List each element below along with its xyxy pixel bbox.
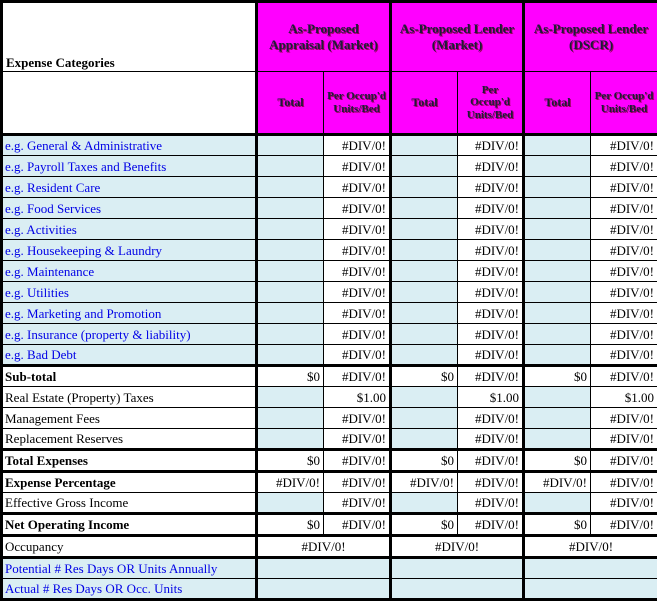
table-row: [2, 558, 657, 579]
cell[interactable]: $1.00: [591, 387, 657, 408]
col-header-per-occupd[interactable]: [591, 72, 657, 135]
cell[interactable]: #DIV/0!: [458, 366, 524, 387]
table-row: [2, 219, 657, 240]
cell[interactable]: [257, 493, 324, 514]
col-header-total[interactable]: Total: [391, 72, 458, 135]
cell[interactable]: [257, 324, 324, 345]
cell[interactable]: [391, 429, 458, 450]
cell[interactable]: [391, 408, 458, 429]
cell[interactable]: [257, 579, 391, 600]
per-occupd-line1: Per Occup'd: [327, 90, 386, 103]
cell[interactable]: [391, 282, 458, 303]
cell[interactable]: #DIV/0!: [591, 156, 657, 177]
sub-header-row: [2, 72, 657, 135]
cell[interactable]: #DIV/0!: [458, 493, 524, 514]
per-occupd-line1: Per Occup'd: [594, 90, 654, 103]
cell[interactable]: $0: [524, 450, 591, 472]
cell[interactable]: [391, 240, 458, 261]
cell[interactable]: #DIV/0!: [524, 536, 657, 558]
cell[interactable]: $0: [524, 514, 591, 536]
col-header-total[interactable]: Total: [257, 72, 324, 135]
row-label[interactable]: e.g. Food Services: [2, 198, 257, 219]
cell[interactable]: [524, 493, 591, 514]
cell[interactable]: $0: [391, 450, 458, 472]
cell[interactable]: #DIV/0!: [524, 472, 591, 493]
cell[interactable]: #DIV/0!: [591, 282, 657, 303]
table-row: [2, 514, 657, 536]
cell[interactable]: [391, 177, 458, 198]
row-label[interactable]: e.g. Resident Care: [2, 177, 257, 198]
row-label[interactable]: Replacement Reserves: [2, 429, 257, 450]
cell[interactable]: [391, 345, 458, 366]
table-row: [2, 240, 657, 261]
cell[interactable]: #DIV/0!: [591, 261, 657, 282]
cell[interactable]: $0: [391, 366, 458, 387]
table-row: [2, 408, 657, 429]
cell[interactable]: #DIV/0!: [391, 472, 458, 493]
cell[interactable]: [524, 156, 591, 177]
cell[interactable]: $0: [391, 514, 458, 536]
cell[interactable]: [391, 324, 458, 345]
row-label[interactable]: e.g. Housekeeping & Laundry: [2, 240, 257, 261]
cell[interactable]: [524, 429, 591, 450]
cell[interactable]: [257, 156, 324, 177]
cell[interactable]: #DIV/0!: [591, 429, 657, 450]
cell[interactable]: #DIV/0!: [324, 135, 391, 156]
row-label[interactable]: e.g. General & Administrative: [2, 135, 257, 156]
cell[interactable]: #DIV/0!: [324, 240, 391, 261]
cell[interactable]: [391, 387, 458, 408]
row-label[interactable]: Net Operating Income: [2, 514, 257, 536]
table-row: [2, 198, 657, 219]
cell[interactable]: [391, 303, 458, 324]
cell[interactable]: #DIV/0!: [324, 198, 391, 219]
cell[interactable]: [257, 345, 324, 366]
cell[interactable]: [524, 282, 591, 303]
cell[interactable]: [257, 408, 324, 429]
cell[interactable]: [391, 156, 458, 177]
cell[interactable]: #DIV/0!: [324, 303, 391, 324]
cell[interactable]: #DIV/0!: [458, 240, 524, 261]
cell[interactable]: #DIV/0!: [458, 198, 524, 219]
cell[interactable]: #DIV/0!: [458, 324, 524, 345]
cell[interactable]: #DIV/0!: [324, 408, 391, 429]
per-occupd-line2: Units/Bed: [461, 109, 519, 122]
cell[interactable]: [524, 579, 657, 600]
table-row: [2, 472, 657, 493]
row-label[interactable]: Occupancy: [2, 536, 257, 558]
table-body: [2, 135, 657, 600]
cell[interactable]: [524, 135, 591, 156]
cell[interactable]: [391, 558, 524, 579]
expense-categories-header[interactable]: Expense Categories: [2, 2, 257, 72]
cell[interactable]: [257, 429, 324, 450]
cell[interactable]: [524, 408, 591, 429]
col-header-per-occupd[interactable]: [324, 72, 391, 135]
cell[interactable]: [391, 261, 458, 282]
cell[interactable]: #DIV/0!: [324, 472, 391, 493]
cell[interactable]: [257, 240, 324, 261]
cell[interactable]: #DIV/0!: [458, 156, 524, 177]
table-row: [2, 282, 657, 303]
cell[interactable]: $0: [524, 366, 591, 387]
cell[interactable]: #DIV/0!: [458, 514, 524, 536]
col-header-total[interactable]: Total: [524, 72, 591, 135]
cell[interactable]: #DIV/0!: [257, 536, 391, 558]
cell[interactable]: #DIV/0!: [458, 219, 524, 240]
cell[interactable]: #DIV/0!: [458, 408, 524, 429]
table-row: [2, 156, 657, 177]
row-label[interactable]: e.g. Insurance (property & liability): [2, 324, 257, 345]
table-row: [2, 493, 657, 514]
row-label[interactable]: Effective Gross Income: [2, 493, 257, 514]
table-row: [2, 536, 657, 558]
cell[interactable]: #DIV/0!: [591, 514, 657, 536]
row-label[interactable]: e.g. Marketing and Promotion: [2, 303, 257, 324]
cell[interactable]: #DIV/0!: [591, 493, 657, 514]
row-label[interactable]: e.g. Payroll Taxes and Benefits: [2, 156, 257, 177]
cell[interactable]: #DIV/0!: [324, 366, 391, 387]
cell[interactable]: #DIV/0!: [324, 261, 391, 282]
cell[interactable]: #DIV/0!: [591, 366, 657, 387]
table-row: [2, 387, 657, 408]
cell[interactable]: [391, 493, 458, 514]
row-label[interactable]: Potential # Res Days OR Units Annually: [2, 558, 257, 579]
row-label[interactable]: e.g. Utilities: [2, 282, 257, 303]
group-header-lender-dscr[interactable]: As-Proposed Lender (DSCR): [524, 2, 657, 72]
cell[interactable]: [257, 198, 324, 219]
cell[interactable]: #DIV/0!: [324, 282, 391, 303]
cell[interactable]: [257, 177, 324, 198]
cell[interactable]: [257, 135, 324, 156]
empty-corner-cell[interactable]: [2, 72, 257, 135]
table-row: [2, 324, 657, 345]
cell[interactable]: [524, 198, 591, 219]
cell[interactable]: #DIV/0!: [324, 514, 391, 536]
cell[interactable]: #DIV/0!: [324, 450, 391, 472]
cell[interactable]: #DIV/0!: [458, 450, 524, 472]
cell[interactable]: #DIV/0!: [591, 177, 657, 198]
cell[interactable]: [391, 135, 458, 156]
table-row: [2, 303, 657, 324]
cell[interactable]: [524, 387, 591, 408]
row-label[interactable]: e.g. Activities: [2, 219, 257, 240]
cell[interactable]: [391, 198, 458, 219]
cell[interactable]: [257, 219, 324, 240]
cell[interactable]: [524, 177, 591, 198]
cell[interactable]: $0: [257, 366, 324, 387]
cell[interactable]: #DIV/0!: [324, 493, 391, 514]
cell[interactable]: #DIV/0!: [591, 345, 657, 366]
cell[interactable]: [524, 303, 591, 324]
cell[interactable]: #DIV/0!: [324, 429, 391, 450]
table-row: [2, 429, 657, 450]
row-label[interactable]: Real Estate (Property) Taxes: [2, 387, 257, 408]
cell[interactable]: #DIV/0!: [458, 135, 524, 156]
cell[interactable]: #DIV/0!: [591, 303, 657, 324]
cell[interactable]: [257, 558, 391, 579]
row-label[interactable]: Total Expenses: [2, 450, 257, 472]
table-row: [2, 177, 657, 198]
cell[interactable]: #DIV/0!: [458, 429, 524, 450]
cell[interactable]: #DIV/0!: [458, 282, 524, 303]
group-header-lender-market[interactable]: As-Proposed Lender (Market): [391, 2, 524, 72]
cell[interactable]: #DIV/0!: [458, 261, 524, 282]
group-header-appraisal-market[interactable]: As-Proposed Appraisal (Market): [257, 2, 391, 72]
cell[interactable]: #DIV/0!: [591, 240, 657, 261]
cell[interactable]: #DIV/0!: [591, 450, 657, 472]
row-label[interactable]: Sub-total: [2, 366, 257, 387]
cell[interactable]: [391, 579, 524, 600]
row-label[interactable]: Actual # Res Days OR Occ. Units: [2, 579, 257, 600]
cell[interactable]: #DIV/0!: [591, 219, 657, 240]
row-label[interactable]: Expense Percentage: [2, 472, 257, 493]
cell[interactable]: [524, 261, 591, 282]
cell[interactable]: #DIV/0!: [458, 303, 524, 324]
cell[interactable]: [524, 345, 591, 366]
cell[interactable]: $0: [257, 514, 324, 536]
cell[interactable]: #DIV/0!: [324, 219, 391, 240]
cell[interactable]: [257, 282, 324, 303]
table-row: [2, 366, 657, 387]
group-header-row: [2, 2, 657, 72]
col-header-per-occupd[interactable]: [458, 72, 524, 135]
cell[interactable]: #DIV/0!: [324, 156, 391, 177]
row-label[interactable]: Management Fees: [2, 408, 257, 429]
per-occupd-line2: Units/Bed: [327, 103, 386, 116]
cell[interactable]: [524, 240, 591, 261]
table-row: [2, 579, 657, 600]
cell[interactable]: [257, 261, 324, 282]
cell[interactable]: $0: [257, 450, 324, 472]
cell[interactable]: [524, 558, 657, 579]
per-occupd-line2: Units/Bed: [594, 103, 654, 116]
table-row: [2, 345, 657, 366]
table-row: [2, 261, 657, 282]
cell[interactable]: #DIV/0!: [591, 472, 657, 493]
cell[interactable]: #DIV/0!: [591, 408, 657, 429]
cell[interactable]: #DIV/0!: [324, 177, 391, 198]
cell[interactable]: [524, 324, 591, 345]
cell[interactable]: [257, 303, 324, 324]
cell[interactable]: #DIV/0!: [458, 472, 524, 493]
cell[interactable]: $1.00: [458, 387, 524, 408]
cell[interactable]: #DIV/0!: [591, 135, 657, 156]
cell[interactable]: [257, 387, 324, 408]
cell[interactable]: [524, 219, 591, 240]
row-label[interactable]: e.g. Bad Debt: [2, 345, 257, 366]
row-label[interactable]: e.g. Maintenance: [2, 261, 257, 282]
table-row: [2, 450, 657, 472]
cell[interactable]: #DIV/0!: [257, 472, 324, 493]
per-occupd-line1: Per Occup'd: [461, 84, 519, 109]
cell[interactable]: #DIV/0!: [458, 177, 524, 198]
table-row: [2, 135, 657, 156]
cell[interactable]: #DIV/0!: [324, 345, 391, 366]
cell[interactable]: #DIV/0!: [458, 345, 524, 366]
cell[interactable]: #DIV/0!: [324, 324, 391, 345]
cell[interactable]: #DIV/0!: [391, 536, 524, 558]
cell[interactable]: #DIV/0!: [591, 324, 657, 345]
cell[interactable]: #DIV/0!: [591, 198, 657, 219]
cell[interactable]: $1.00: [324, 387, 391, 408]
cell[interactable]: [391, 219, 458, 240]
